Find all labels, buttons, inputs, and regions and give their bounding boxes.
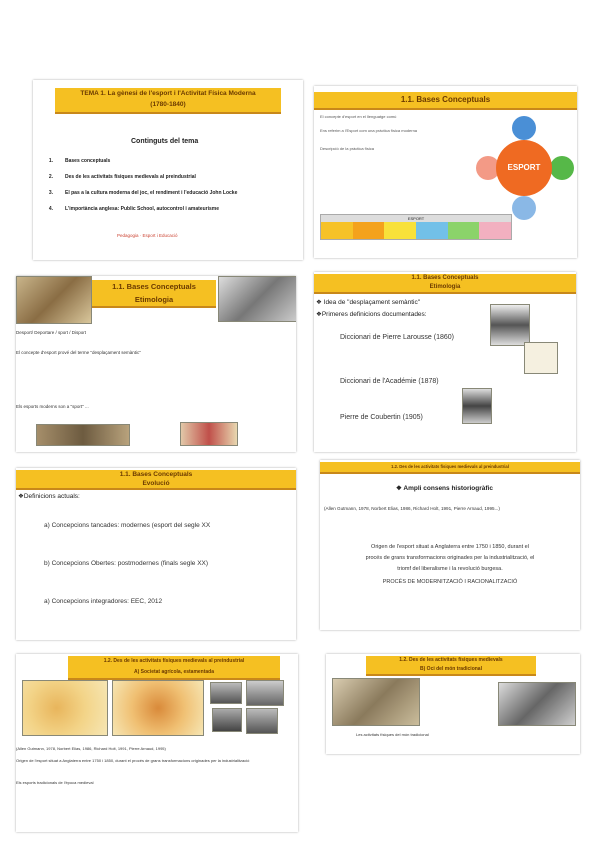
battle-illustration-image	[218, 276, 296, 322]
definition-coubertin: Pierre de Coubertin (1905)	[340, 414, 423, 421]
definition-academie: Diccionari de l'Académie (1878)	[340, 378, 439, 385]
slide-title: 1.2. Des de les activitats físiques medievals	[399, 657, 503, 663]
center-label: ESPORT	[507, 163, 541, 172]
historical-photo-2	[246, 680, 284, 706]
slide-title: 1.1. Bases Conceptuals	[112, 282, 196, 291]
references: (Allen Gutmann, 1978, Norbert Elias, 1986, Richard Holt, 1991, Pierre Arnaud, 1995...)	[324, 506, 500, 511]
medieval-frieze-image	[36, 424, 130, 446]
item-text: L'importància anglesa: Public School, autocontrol i amateurisme	[65, 206, 219, 212]
historical-photo-1	[210, 682, 242, 704]
item-text: Des de les activitats físiques medievals al preindustrial	[65, 174, 196, 180]
bullet-definitions: ❖Primeres definicions documentades:	[316, 311, 427, 318]
coubertin-portrait	[462, 388, 492, 424]
lead-text: Definicions actuals:	[23, 493, 80, 500]
author-line: Pedagogia · Esport i Educació	[117, 233, 178, 238]
table-row	[321, 222, 511, 239]
slide-title: 1.1. Bases Conceptuals	[119, 471, 193, 478]
contents-title: Continguts del tema	[131, 138, 199, 145]
paragraph: El concepte d'esport prové del terme "desplaçament semàntic"	[16, 350, 141, 355]
caption: Les activitats físiques del món tradicional	[356, 732, 429, 737]
lead-text: Ampli consens historiogràfic	[403, 485, 493, 492]
body-line: triomf del liberalisme i la revolució burgesa.	[397, 566, 503, 572]
historical-photo-4	[246, 708, 278, 734]
slide-5	[16, 468, 296, 640]
satellite-circle-top	[512, 116, 536, 140]
old-engraving-image	[16, 276, 92, 324]
item-num: 3.	[48, 190, 53, 196]
item-num: 4.	[48, 206, 53, 212]
slide-8	[326, 654, 580, 754]
definition-larousse: Diccionari de Pierre Larousse (1860)	[340, 334, 454, 341]
item-num: 1.	[48, 158, 53, 164]
paragraph: Origen de l'esport situat a Anglaterra entre 1750 i 1850, durant el procés de grans transformacions originades per la industrialització	[16, 758, 250, 763]
slide-subtitle: Etimologia	[429, 284, 461, 290]
references: (Allen Gutmann, 1978, Norbert Elias, 1986, Richard Holt, 1991, Pierre Arnaud, 1995)	[16, 746, 166, 751]
slide-title-years: (1780-1840)	[150, 101, 186, 108]
slide-title-bar	[55, 88, 281, 114]
slide-subtitle: A) Societat agrícola, estamentada	[133, 669, 215, 675]
item-num: 2.	[48, 174, 53, 180]
paragraph: Ens referim a l'Esport com una pràctica física moderna	[320, 128, 418, 133]
slide-subtitle: B) Oci del món tradicional	[420, 666, 482, 672]
slide-title-bar	[314, 92, 577, 110]
slide-title: 1.2. Des de les activitats físiques medievals al preindustrial	[103, 658, 245, 664]
slide-title-bar	[68, 656, 280, 680]
item-text: El pas a la cultura moderna del joc, el rendiment i l'educació John Locke	[65, 190, 238, 196]
contents-list	[33, 158, 237, 212]
slide-title-bar	[320, 462, 580, 474]
slide-7	[16, 654, 298, 832]
etymology-line: Desport/ Deportare / sport / Disport	[16, 330, 87, 335]
slide-6	[320, 460, 580, 630]
summary-table	[320, 214, 512, 240]
body-line: Origen de l'esport situat a Anglaterra entre 1750 i 1850, durant el	[371, 544, 529, 550]
open-conceptions: b) Concepcions Obertes: postmodernes (finals segle XX)	[44, 560, 209, 567]
satellite-circle-bottom	[512, 196, 536, 220]
slide-title: 1.1. Bases Conceptuals	[411, 275, 479, 281]
slide-title: TEMA 1. La gènesi de l'esport i l'Activitat Física Moderna	[80, 90, 256, 97]
slide-1	[33, 80, 303, 260]
table-header	[321, 215, 511, 222]
historical-photo-3	[212, 708, 242, 732]
slide-title: 1.2. Des de les activitats físiques medievals al preindustrial	[391, 464, 509, 469]
tournament-engraving	[332, 678, 420, 726]
footer-line: Els esports tradicionals de l'època medieval	[16, 780, 94, 785]
slide-title-bar	[92, 280, 216, 308]
lead-bullet: ❖Definicions actuals:	[18, 493, 80, 500]
slide-title-bar	[314, 274, 576, 294]
larousse-portrait	[490, 304, 530, 346]
map-england-2	[112, 680, 204, 736]
paragraph: El concepte d'esport en el llenguatge comú	[320, 114, 397, 119]
satellite-circle-right	[550, 156, 574, 180]
document-image	[524, 342, 558, 374]
table-header-label: ESPORT	[407, 216, 425, 221]
integrative-conceptions: a) Concepcions integradores: EEC, 2012	[44, 598, 163, 605]
closed-conceptions: a) Concepcions tancades: modernes (esport del segle XX	[44, 522, 211, 529]
body-text	[320, 542, 580, 588]
slide-title-bar	[366, 656, 536, 676]
village-games-engraving	[498, 682, 576, 726]
slide-title: 1.1. Bases Conceptuals	[400, 95, 491, 104]
slide-subtitle: Etimologia	[134, 295, 174, 304]
slide-3	[16, 276, 296, 452]
bullet-text: Idea de "desplaçament semàntic"	[323, 299, 421, 306]
body-line: procés de grans transformacions originades per la industrialització, el	[365, 555, 535, 561]
slide-title-bar	[16, 470, 296, 490]
slide-2	[314, 86, 577, 258]
body-line: PROCÉS DE MODERNITZACIÓ I RACIONALITZACIÓ	[382, 579, 518, 585]
bullet-idea: ❖ Idea de "desplaçament semàntic"	[316, 299, 421, 306]
bullet-text: Primeres definicions documentades:	[321, 311, 427, 318]
paragraph: Descripció de la pràctica física	[320, 146, 375, 151]
concept-diagram	[476, 116, 576, 216]
lead-bullet: ❖ Ampli consens historiogràfic	[396, 485, 493, 492]
paragraph: Els esports moderns son a "sport" ...	[16, 404, 89, 409]
slide-subtitle: Evolució	[142, 480, 170, 487]
center-circle	[496, 140, 552, 196]
slide-4	[314, 272, 576, 452]
colored-manuscript-image	[180, 422, 238, 446]
item-text: Bases conceptuals	[65, 158, 111, 164]
map-england-1	[22, 680, 108, 736]
